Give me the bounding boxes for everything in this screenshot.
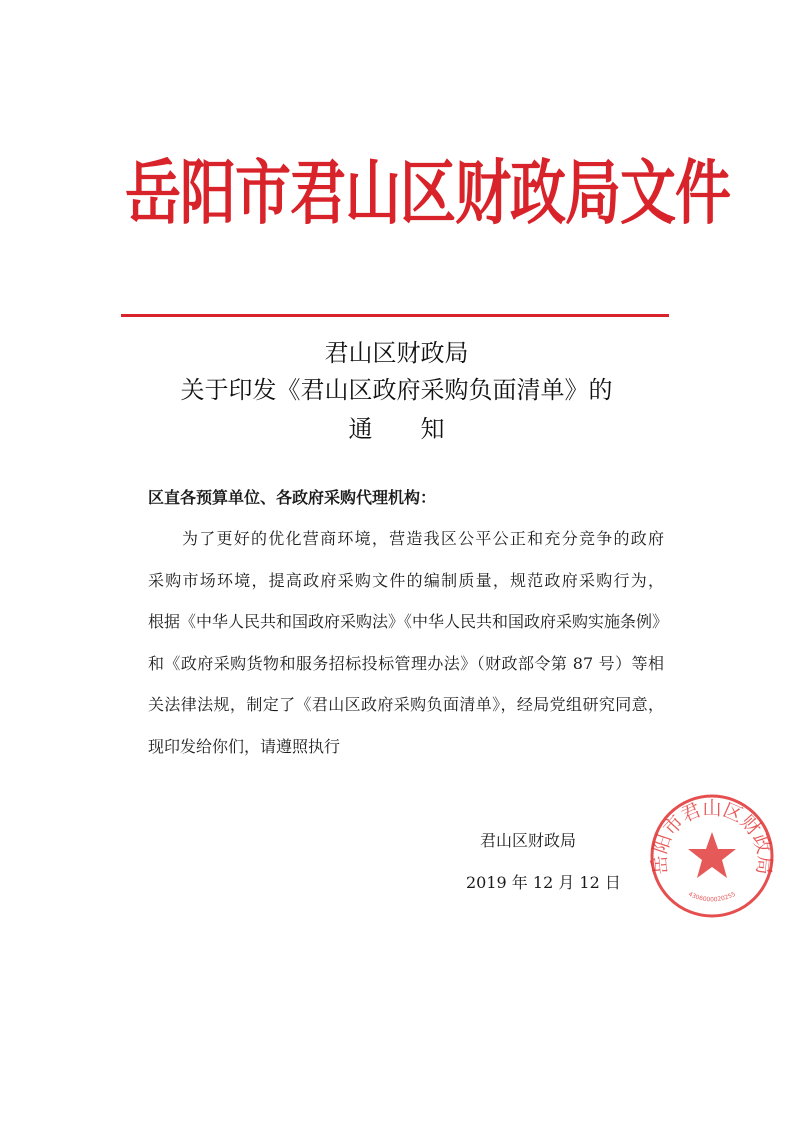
title-notice: 通 知: [348, 415, 445, 443]
official-seal-icon: [648, 792, 776, 920]
title-subject: 关于印发《君山区政府采购负面清单》的: [180, 376, 613, 404]
body-line: 为了更好的优化营商环境，营造我区公平公正和充分竞争的政府: [182, 529, 664, 548]
title-issuer: 君山区财政局: [324, 339, 469, 367]
signature-org: 君山区财政局: [480, 831, 577, 850]
body-text: [148, 518, 669, 767]
svg-text:4306000020255: 4306000020255: [687, 890, 737, 904]
body-line: 和《政府采购货物和服务招标投标管理办法》（财政部令第 87 号）等相: [148, 653, 664, 673]
body-line: 采购市场环境，提高政府采购文件的编制质量，规范政府采购行为，: [148, 570, 664, 590]
document-masthead: 岳阳市君山区财政局文件: [125, 153, 730, 235]
body-line: 关法律法规，制定了《君山区政府采购负面清单》，经局党组研究同意，: [148, 695, 664, 714]
body-line: 根据《中华人民共和国政府采购法》《中华人民共和国政府采购实施条例》: [148, 612, 669, 631]
body-line: 现印发给你们，请遵照执行: [148, 736, 341, 756]
svg-text:岳阳市君山区财政局: 岳阳市君山区财政局: [648, 797, 776, 876]
red-divider: [121, 314, 669, 317]
signature-date: 2019 年 12 月 12 日: [466, 873, 621, 892]
salutation: 区直各预算单位、各政府采购代理机构：: [148, 488, 437, 507]
